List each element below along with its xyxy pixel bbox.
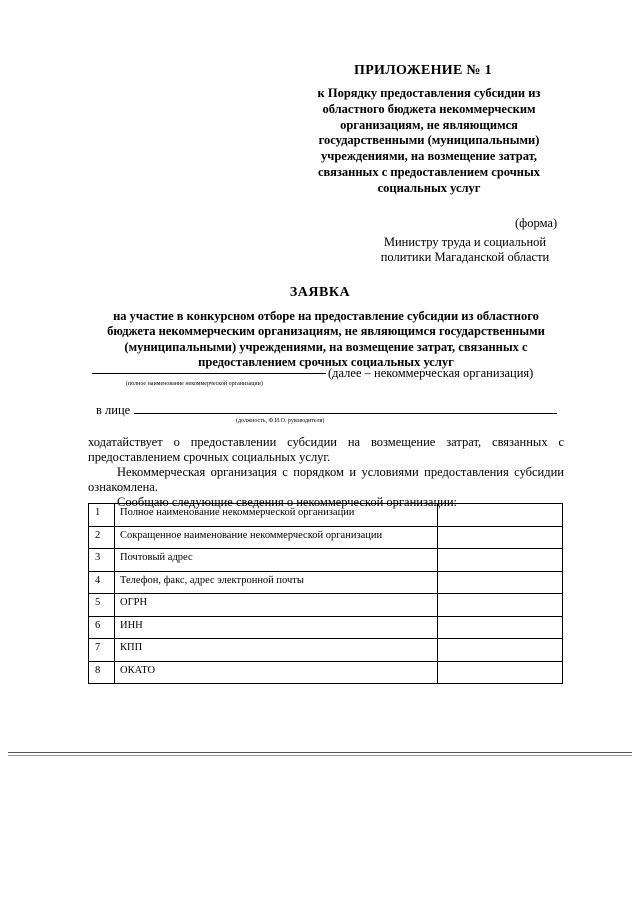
row-value-cell[interactable] bbox=[438, 661, 563, 684]
row-label: Почтовый адрес bbox=[115, 549, 438, 572]
table-row bbox=[89, 661, 563, 684]
row-value-cell[interactable] bbox=[438, 616, 563, 639]
form-label: (форма) bbox=[515, 216, 558, 230]
recipient-line-2: политики Магаданской области bbox=[380, 250, 550, 264]
body-paragraph-2: Некоммерческая организация с порядком и условиями предоставления субсидии ознакомлена. bbox=[88, 465, 564, 494]
head-name-line[interactable] bbox=[134, 413, 557, 414]
appendix-title: ПРИЛОЖЕНИЕ № 1 bbox=[354, 63, 492, 78]
row-label: Телефон, факс, адрес электронной почты bbox=[115, 571, 438, 594]
page-divider bbox=[8, 752, 632, 753]
row-number: 6 bbox=[89, 616, 115, 639]
in-person-caption: (должность, Ф.И.О. руководителя) bbox=[236, 418, 325, 424]
row-label: ИНН bbox=[115, 616, 438, 639]
row-value-cell[interactable] bbox=[438, 571, 563, 594]
row-number: 7 bbox=[89, 639, 115, 662]
appendix-subtitle: к Порядку предоставления субсидии из областного бюджета некоммерческим организациям, не являющимся государственными (муниципальными) учреждениями, на возмещение затрат, связанных с предоставлением срочных социальных услуг bbox=[317, 86, 541, 195]
page-divider-secondary bbox=[8, 755, 632, 756]
body-paragraph-3: Сообщаю следующие сведения о некоммерческой организации: bbox=[117, 495, 458, 509]
recipient-block bbox=[360, 235, 570, 265]
table-row bbox=[89, 594, 563, 617]
row-value-cell[interactable] bbox=[438, 504, 563, 527]
organization-info-table bbox=[88, 503, 563, 684]
table-row bbox=[89, 504, 563, 527]
row-value-cell[interactable] bbox=[438, 549, 563, 572]
row-value-cell[interactable] bbox=[438, 639, 563, 662]
row-label: Полное наименование некоммерческой организации bbox=[115, 504, 438, 527]
organization-caption: (полное наименование некоммерческой организации) bbox=[126, 381, 263, 387]
document-subtitle: на участие в конкурсном отборе на предоставление субсидии из областного бюджета некоммерческим организациям, не являющимся государственными (муниципальными) учреждениями, на возмещение затрат, связанных с предоставлением срочных социальных услуг bbox=[107, 309, 545, 369]
row-number: 8 bbox=[89, 661, 115, 684]
row-label: ОКАТО bbox=[115, 661, 438, 684]
table-row bbox=[89, 549, 563, 572]
body-text bbox=[88, 435, 564, 510]
document-title: ЗАЯВКА bbox=[289, 285, 351, 300]
row-label: ОГРН bbox=[115, 594, 438, 617]
row-number: 2 bbox=[89, 526, 115, 549]
table-row bbox=[89, 616, 563, 639]
row-number: 4 bbox=[89, 571, 115, 594]
row-label: КПП bbox=[115, 639, 438, 662]
table-row bbox=[89, 526, 563, 549]
row-value-cell[interactable] bbox=[438, 526, 563, 549]
organization-after-text: (далее – некоммерческая организация) bbox=[328, 366, 534, 380]
body-paragraph-1: ходатайствует о предоставлении субсидии на возмещение затрат, связанных с предоставлением срочных социальных услуг. bbox=[88, 435, 564, 464]
row-number: 3 bbox=[89, 549, 115, 572]
organization-name-line[interactable] bbox=[92, 373, 326, 374]
row-label: Сокращенное наименование некоммерческой организации bbox=[115, 526, 438, 549]
recipient-line-1: Министру труда и социальной bbox=[383, 235, 547, 249]
row-value-cell[interactable] bbox=[438, 594, 563, 617]
row-number: 5 bbox=[89, 594, 115, 617]
row-number: 1 bbox=[89, 504, 115, 527]
table-row bbox=[89, 639, 563, 662]
table-row bbox=[89, 571, 563, 594]
in-person-label: в лице bbox=[96, 403, 131, 417]
